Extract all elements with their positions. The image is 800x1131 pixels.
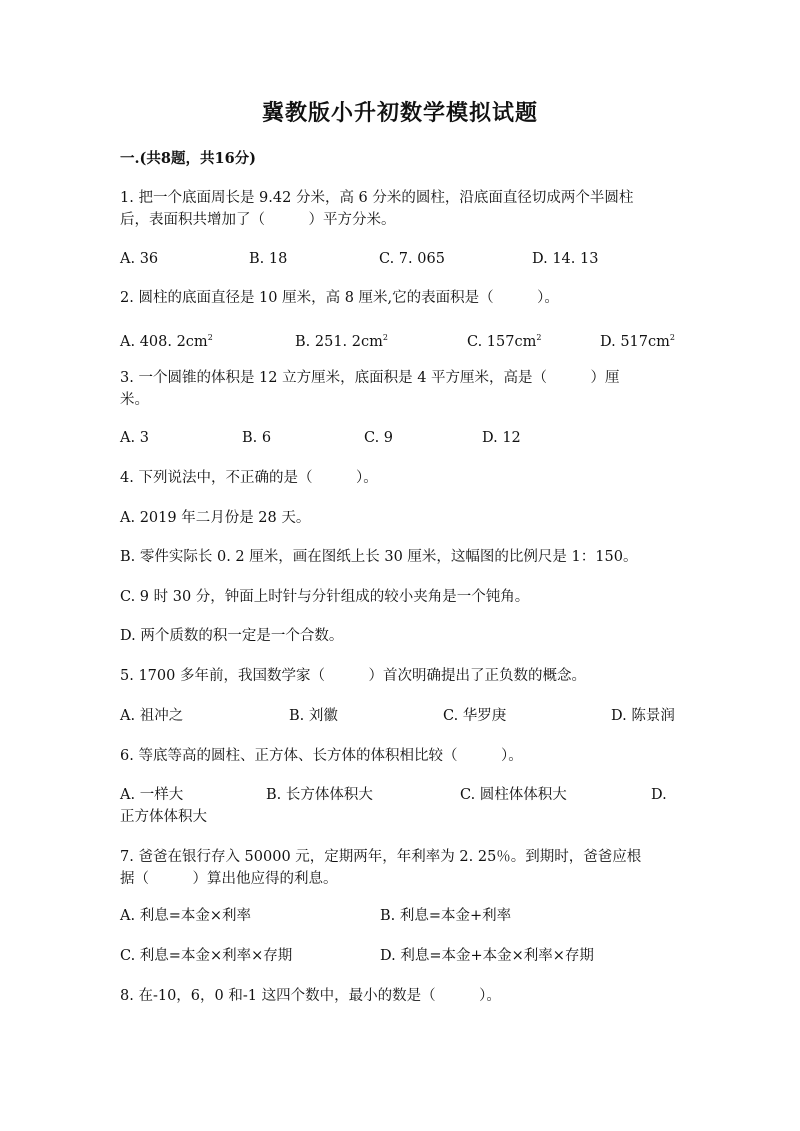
q6-option-d-cont: 正方体体积大: [120, 809, 207, 825]
q4-option-a: A. 2019 年二月份是 28 天。: [120, 510, 311, 526]
q3-option-b: B. 6: [242, 430, 272, 446]
q3-option-d: D. 12: [482, 430, 521, 446]
question-5-text: 5. 1700 多年前，我国数学家（ ）首次明确提出了正负数的概念。: [120, 668, 586, 684]
q4-option-b: B. 零件实际长 0. 2 厘米，画在图纸上长 30 厘米，这幅图的比例尺是 1：150。: [120, 549, 638, 565]
q1-option-d: D. 14. 13: [532, 251, 599, 267]
q2-option-a: A. 408. $2cm^2$: [120, 333, 213, 350]
q6-option-b: B. 长方体体积大: [266, 787, 373, 803]
question-1-text-cont: 后，表面积共增加了（ ）平方分米。: [120, 212, 396, 228]
question-3-text-cont: 米。: [120, 392, 149, 408]
q6-option-d: D.: [651, 787, 667, 803]
question-7-text-cont: 据（ ）算出他应得的利息。: [120, 871, 338, 887]
q7-option-a: A. 利息=本金×利率: [120, 908, 251, 924]
question-3-text: 3. 一个圆锥的体积是 12 立方厘米，底面积是 4 平方厘米，高是（ ）厘: [120, 370, 620, 386]
q2-option-d: D. $517cm^2$: [600, 333, 675, 350]
question-7-text: 7. 爸爸在银行存入 50000 元，定期两年，年利率为 2. 25％。到期时，爸爸应根: [120, 849, 642, 865]
q4-option-c: C. 9 时 30 分，钟面上时针与分针组成的较小夹角是一个钝角。: [120, 589, 530, 605]
q1-option-b: B. 18: [249, 251, 288, 267]
section-heading: 一.(共8题，共16分): [120, 150, 257, 167]
q5-option-b: B. 刘徽: [289, 708, 338, 724]
q4-option-d: D. 两个质数的积一定是一个合数。: [120, 628, 344, 644]
question-8-text: 8. 在-10，6，0 和-1 这四个数中，最小的数是（ ）。: [120, 988, 501, 1004]
q5-option-c: C. 华罗庚: [443, 708, 507, 724]
q2-option-b: B. 251. $2cm^2$: [295, 333, 388, 350]
question-6-text: 6. 等底等高的圆柱、正方体、长方体的体积相比较（ ）。: [120, 748, 523, 764]
q3-option-c: C. 9: [364, 430, 394, 446]
q2-option-c: C. $157cm^2$: [467, 333, 542, 350]
q3-option-a: A. 3: [120, 430, 149, 446]
q5-option-a: A. 祖冲之: [120, 708, 184, 724]
q1-option-a: A. 36: [120, 251, 159, 267]
q5-option-d: D. 陈景润: [611, 708, 675, 724]
q7-option-d: D. 利息=本金+本金×利率×存期: [380, 948, 594, 964]
question-2-text: 2. 圆柱的底面直径是 10 厘米，高 8 厘米,它的表面积是（ ）。: [120, 290, 559, 306]
page-title: 冀教版小升初数学模拟试题: [261, 100, 538, 126]
q1-option-c: C. 7. 065: [379, 251, 445, 267]
q7-option-b: B. 利息=本金+利率: [380, 908, 512, 924]
q7-option-c: C. 利息=本金×利率×存期: [120, 948, 293, 964]
q6-option-a: A. 一样大: [120, 787, 184, 803]
q6-option-c: C. 圆柱体体积大: [460, 787, 567, 803]
question-1-text: 1. 把一个底面周长是 9.42 分米，高 6 分米的圆柱，沿底面直径切成两个半圆柱: [120, 190, 634, 206]
question-4-text: 4. 下列说法中，不正确的是（ ）。: [120, 470, 378, 486]
